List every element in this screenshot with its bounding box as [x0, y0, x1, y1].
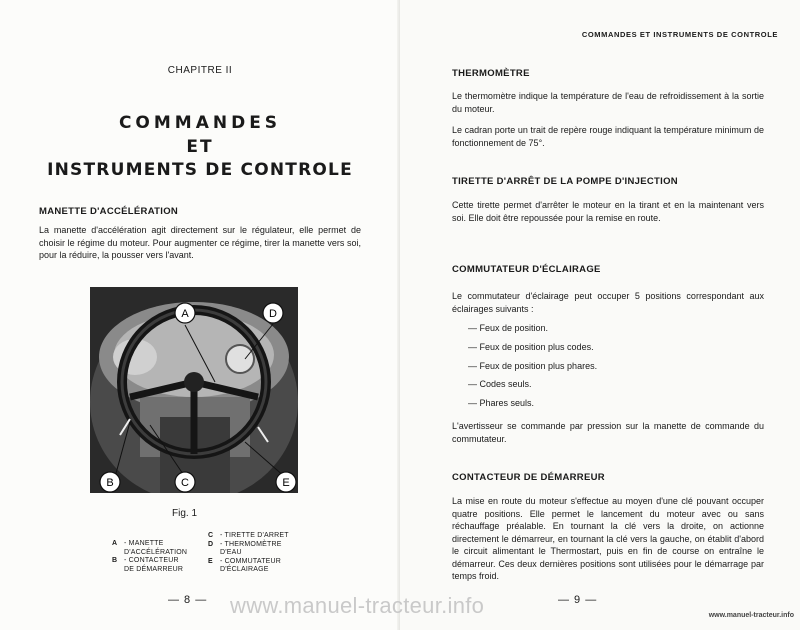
- page-number-right: — 9 —: [558, 594, 598, 606]
- callout-d-label: D: [269, 308, 277, 320]
- list-item-position-5: — Phares seuls.: [468, 398, 535, 408]
- legend-d: D - THERMOMÈTRE: [208, 540, 282, 548]
- callout-c: [175, 472, 195, 492]
- heading-tirette: TIRETTE D'ARRÊT DE LA POMPE D'INJECTION: [452, 176, 678, 187]
- list-item-position-1: — Feux de position.: [468, 323, 549, 333]
- chapter-label: CHAPITRE II: [167, 65, 233, 76]
- text-thermometre-2: Le cadran porte un trait de repère rouge indiquant la température minimum de fonctionnement de 75°.: [452, 125, 764, 148]
- heading-thermometre: THERMOMÈTRE: [452, 68, 530, 79]
- legend-b-cont: DE DÉMARREUR: [124, 565, 184, 573]
- section-text-acceleration: La manette d'accélération agit directement sur le régulateur, elle permet de choisir le régime du moteur. Pour augmenter ce régime, tirer la manette vers soi, pour la réduire, la pousser vers l'avant.: [39, 225, 361, 260]
- list-item-position-2: — Feux de position plus codes.: [468, 342, 594, 352]
- page-number-left: — 8 —: [168, 594, 208, 606]
- text-thermometre-1: Le thermomètre indique la température de l'eau de refroidissement à la sortie du moteur.: [452, 91, 764, 114]
- callout-e: [276, 472, 296, 492]
- callout-b-label: B: [106, 477, 114, 489]
- watermark: www.manuel-tracteur.info: [230, 593, 485, 618]
- dashboard-figure: [90, 287, 298, 493]
- text-commutateur-outro: L'avertisseur se commande par pression sur la manette de commande du commutateur.: [452, 421, 764, 444]
- title-line-3: INSTRUMENTS DE CONTROLE: [47, 160, 353, 180]
- legend-b: B - CONTACTEUR: [112, 557, 179, 564]
- legend-a-cont: D'ACCÉLÉRATION: [124, 548, 188, 556]
- text-commutateur-intro: Le commutateur d'éclairage peut occuper 5 positions correspondant aux éclairages suivants :: [452, 291, 764, 314]
- heading-contacteur: CONTACTEUR DE DÉMARREUR: [452, 472, 605, 483]
- figure-caption: Fig. 1: [172, 508, 198, 519]
- text-tirette: Cette tirette permet d'arrêter le moteur en la tirant et en la maintenant vers soi. Elle doit être repoussée pour la remise en route.: [452, 200, 764, 223]
- list-item-position-4: — Codes seuls.: [468, 379, 532, 389]
- running-head: COMMANDES ET INSTRUMENTS DE CONTROLE: [581, 30, 778, 39]
- callout-e-label: E: [282, 477, 290, 489]
- small-url: www.manuel-tracteur.info: [708, 612, 794, 619]
- legend-e: E - COMMUTATEUR: [208, 557, 282, 565]
- callout-b: [100, 472, 120, 492]
- legend-left-column: [112, 540, 187, 574]
- callout-c-label: C: [181, 477, 189, 489]
- legend-d-cont: D'EAU: [220, 549, 242, 556]
- heading-commutateur: COMMUTATEUR D'ÉCLAIRAGE: [452, 264, 601, 275]
- callout-a: [175, 303, 195, 323]
- legend-c: C - TIRETTE D'ARRET: [208, 532, 289, 539]
- title-line-1: COMMANDES: [118, 113, 282, 133]
- text-contacteur: La mise en route du moteur s'effectue au moyen d'une clé pouvant occuper quatre positions. Elle permet le lancement du moteur avec ou sans réchauffage préalable. En tournant la clé vers la droite, on actionne directement le démarreur, en tournant la clé vers la gauche, on établit d'abord le circuit alimentant le Thermostart, puis en fin de course on entraîne le démarreur. Ces deux dernières positions sont utilisées pour le démarrage par temps froid.: [452, 496, 764, 581]
- callout-a-label: A: [181, 308, 189, 320]
- section-heading-acceleration: MANETTE D'ACCÉLÉRATION: [39, 206, 179, 217]
- legend-right-column: [208, 532, 289, 575]
- list-item-position-3: — Feux de position plus phares.: [468, 361, 598, 371]
- legend-e-cont: D'ÉCLAIRAGE: [220, 566, 269, 573]
- figure-callouts: [90, 287, 298, 493]
- legend-a: A - MANETTE: [112, 540, 164, 547]
- callout-d: [263, 303, 283, 323]
- title-line-2: ET: [186, 137, 214, 157]
